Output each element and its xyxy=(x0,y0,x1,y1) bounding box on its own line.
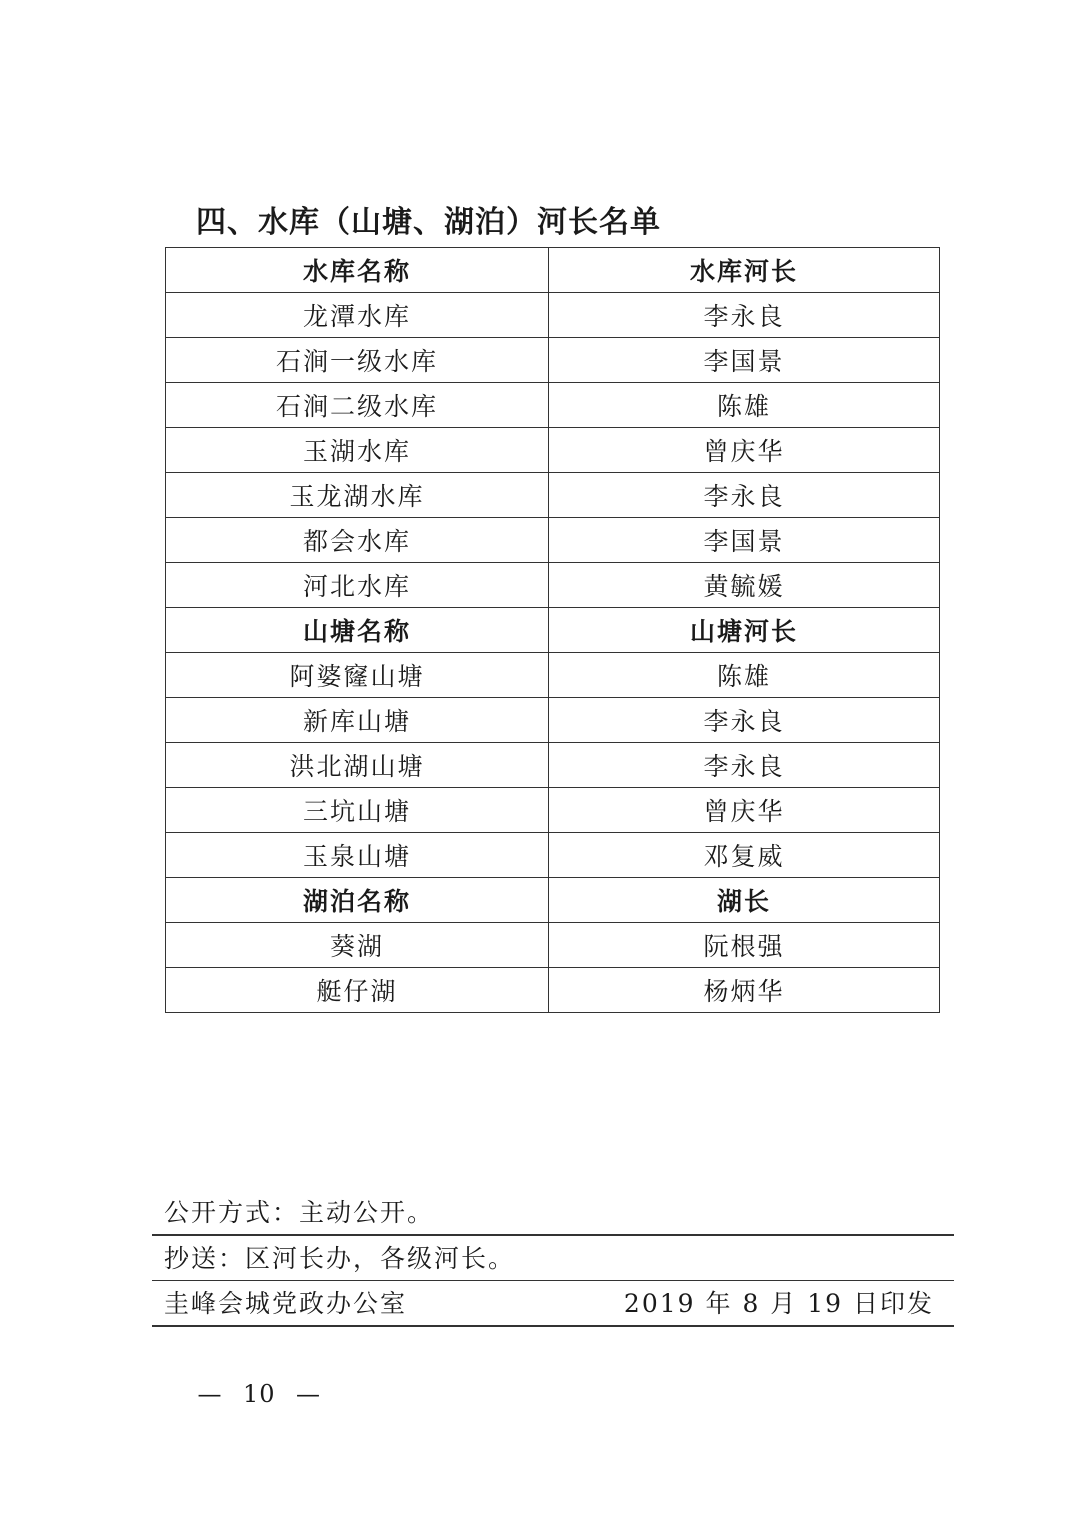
water-body-name: 葵湖 xyxy=(166,923,549,968)
page-number-dash-left: — xyxy=(197,1380,223,1408)
column-header-chief: 山塘河长 xyxy=(549,608,940,653)
column-header-name: 水库名称 xyxy=(166,248,549,293)
water-body-name: 阿婆窿山塘 xyxy=(166,653,549,698)
page-number-dash-right: — xyxy=(296,1380,322,1408)
water-body-name: 都会水库 xyxy=(166,518,549,563)
water-body-name: 玉湖水库 xyxy=(166,428,549,473)
chief-name: 黄毓媛 xyxy=(549,563,940,608)
chief-name: 杨炳华 xyxy=(549,968,940,1013)
column-header-name: 湖泊名称 xyxy=(166,878,549,923)
river-chief-table xyxy=(165,247,940,1013)
table-row xyxy=(166,698,940,743)
issuer-line xyxy=(152,1281,954,1327)
chief-name: 李永良 xyxy=(549,698,940,743)
chief-name: 李永良 xyxy=(549,743,940,788)
cc-line xyxy=(152,1236,954,1281)
chief-name: 邓复威 xyxy=(549,833,940,878)
disclosure-line xyxy=(152,1190,954,1236)
table-row xyxy=(166,473,940,518)
page-number xyxy=(195,1380,324,1408)
chief-name: 李国景 xyxy=(549,338,940,383)
table-row xyxy=(166,338,940,383)
table-row xyxy=(166,968,940,1013)
chief-name: 陈雄 xyxy=(549,383,940,428)
table-row xyxy=(166,383,940,428)
water-body-name: 新库山塘 xyxy=(166,698,549,743)
water-body-name: 龙潭水库 xyxy=(166,293,549,338)
water-body-name: 玉龙湖水库 xyxy=(166,473,549,518)
document-footer xyxy=(152,1190,954,1327)
chief-name: 曾庆华 xyxy=(549,788,940,833)
table-row xyxy=(166,743,940,788)
chief-name: 曾庆华 xyxy=(549,428,940,473)
water-body-name: 艇仔湖 xyxy=(166,968,549,1013)
cc-text: 抄送：区河长办，各级河长。 xyxy=(164,1244,516,1273)
column-header-name: 山塘名称 xyxy=(166,608,549,653)
water-body-name: 洪北湖山塘 xyxy=(166,743,549,788)
table-section-header xyxy=(166,878,940,923)
water-body-name: 三坑山塘 xyxy=(166,788,549,833)
column-header-chief: 水库河长 xyxy=(549,248,940,293)
column-header-chief: 湖长 xyxy=(549,878,940,923)
chief-name: 李永良 xyxy=(549,293,940,338)
chief-name: 李国景 xyxy=(549,518,940,563)
table-row xyxy=(166,653,940,698)
chief-name: 阮根强 xyxy=(549,923,940,968)
section-heading: 四、水库（山塘、湖泊）河长名单 xyxy=(196,205,661,240)
water-body-name: 石涧二级水库 xyxy=(166,383,549,428)
table-row xyxy=(166,833,940,878)
chief-name: 陈雄 xyxy=(549,653,940,698)
water-body-name: 河北水库 xyxy=(166,563,549,608)
issuer-text: 圭峰会城党政办公室 xyxy=(164,1289,408,1318)
water-body-name: 玉泉山塘 xyxy=(166,833,549,878)
table-row xyxy=(166,428,940,473)
issue-date: 2019 年 8 月 19 日印发 xyxy=(623,1289,934,1318)
disclosure-text: 公开方式：主动公开。 xyxy=(164,1198,435,1227)
table-row xyxy=(166,788,940,833)
table-row xyxy=(166,518,940,563)
table-section-header xyxy=(166,608,940,653)
water-body-name: 石涧一级水库 xyxy=(166,338,549,383)
table-row xyxy=(166,563,940,608)
page-number-value: 10 xyxy=(243,1380,276,1408)
table-row xyxy=(166,293,940,338)
table-row xyxy=(166,923,940,968)
table-section-header xyxy=(166,248,940,293)
chief-name: 李永良 xyxy=(549,473,940,518)
